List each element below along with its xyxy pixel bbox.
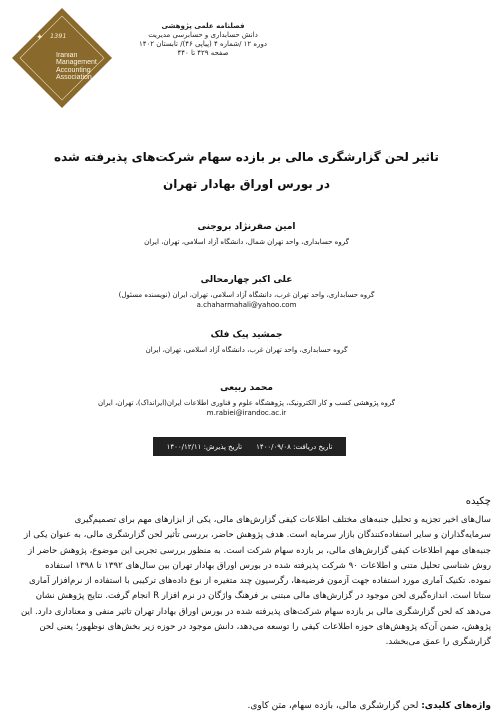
journal-type: فصلنامه علمی پژوهشی (161, 22, 245, 30)
keywords-label: واژه‌های کلیدی: (421, 701, 491, 711)
author-name: محمد ربیعی (220, 383, 273, 393)
accepted-date: تاریخ پذیرش: ۱۴۰۰/۱۲/۱۱ (166, 442, 243, 451)
paper-title-line-2: در بورس اوراق بهادار تهران (163, 177, 330, 191)
author-name: علی اکبر چهارمحالی (200, 275, 293, 285)
abstract-line: سرمایه‌گذاران و سایر استفاده‌کنندگان بازار سرمایه است. هدف پژوهش حاضر، بررسی تأثیر لحن گزارشگری مالی، به عنوان یکی از (24, 530, 491, 541)
author-block (35, 275, 458, 310)
author-affiliation: گروه حسابداری، واحد تهران غرب، دانشگاه آزاد اسلامی، تهران، ایران (145, 346, 348, 354)
paper-title-line-1: تاثیر لحن گزارشگری مالی بر بازده سهام شرکت‌های پذیرفته شده (54, 150, 439, 164)
abstract-line: گزارشگری را عمق می‌بخشد. (385, 637, 491, 648)
abstract-line: روش شناسی تحلیل متنی و اطلاعات ۹۰ شرکت پذیرفته شده در بورس اوراق بهادار تهران بین سال‌های ۱۳۹۲ تا ۱۳۹۸ استفاده (45, 560, 491, 571)
journal-header (123, 22, 283, 58)
journal-pages: صفحه ۴۲۹ تا ۴۴۰ (177, 49, 229, 57)
author-affiliation: گروه پژوهشی کسب و کار الکترونیک، پژوهشگاه علوم و فناوری اطلاعات ایران(ایرانداک)، تهران، ایران (97, 399, 396, 407)
keywords (248, 701, 491, 711)
dates-bar (153, 437, 346, 456)
received-date: تاریخ دریافت: ۱۴۰۰/۰۹/۰۸ (256, 442, 333, 451)
journal-issue: دوره ۱۲ /شماره ۴ (پیاپی ۴۶)/ تابستان ۱۴۰۲ (139, 40, 267, 48)
abstract-line: جنبه‌های مهم اطلاعات کیفی گزارش‌های مالی، بر بازده سهام شرکت است. به منظور بررسی تجربی این موضوع، پژوهش حاضر از (27, 545, 491, 556)
abstract-body (4, 513, 491, 651)
keywords-value: لحن گزارشگری مالی، بازده سهام، متن کاوی. (247, 701, 419, 711)
journal-name: دانش حسابداری و حسابرسی مدیریت (148, 31, 258, 39)
author-affiliation: گروه حسابداری، واحد تهران شمال، دانشگاه آزاد اسلامی، تهران، ایران (144, 238, 349, 246)
logo-year: 1391 (50, 32, 67, 40)
author-name: امین صفرنژاد بروجنی (197, 222, 296, 232)
abstract-line: نموده. تکنیک آماری مورد استفاده جهت آزمون فرضیه‌ها، رگرسیون چند متغیره از نوع داده‌های ترکیبی با استفاده از نرم‌افزار آماری (29, 576, 491, 587)
logo-emblem-icon: ✦ (36, 33, 44, 43)
author-email[interactable]: m.rabiei@irandoc.ac.ir (206, 409, 287, 417)
abstract-line: سال‌های اخیر تجزیه و تحلیل جنبه‌های مختلف اطلاعات کیفی گزارش‌های مالی، یکی از ابزارهای مهم برای تصمیم‌گیری (74, 515, 491, 525)
logo-badge-text: Iranian Management Accounting Association (56, 52, 97, 82)
author-name: جمشید پیک فلک (210, 330, 283, 340)
author-block (35, 222, 458, 247)
abstract-line: ستاتا است. اندازه‌گیری لحن موجود در گزارش‌های مالی مبتنی بر فرهنگ واژگان در نرم افزار R انجام گرفت. نتایج پژوهش نشان (35, 591, 491, 602)
association-logo (0, 0, 115, 115)
author-affiliation: گروه حسابداری، واحد تهران غرب، دانشگاه آزاد اسلامی، تهران، ایران (نویسنده مسئول) (118, 291, 375, 299)
author-block (35, 383, 458, 418)
abstract-line: می‌دهد که لحن گزارشگری مالی بر بازده سهام شرکت‌های پذیرفته شده در بورس اوراق بهادار تهران تاثیر منفی و معناداری دارد. این (20, 606, 491, 617)
abstract-heading: چکیده (465, 496, 491, 507)
author-email[interactable]: a.chaharmahali@yahoo.com (196, 301, 297, 309)
author-block (35, 330, 458, 355)
abstract-line: پژوهش، ضمن آن‌که پژوهش‌های حوزه اطلاعات کیفی را توسعه می‌دهد، دانش موجود در حوزه زیر بخش‌های نوظهور؛ یعنی لحن (39, 622, 491, 633)
